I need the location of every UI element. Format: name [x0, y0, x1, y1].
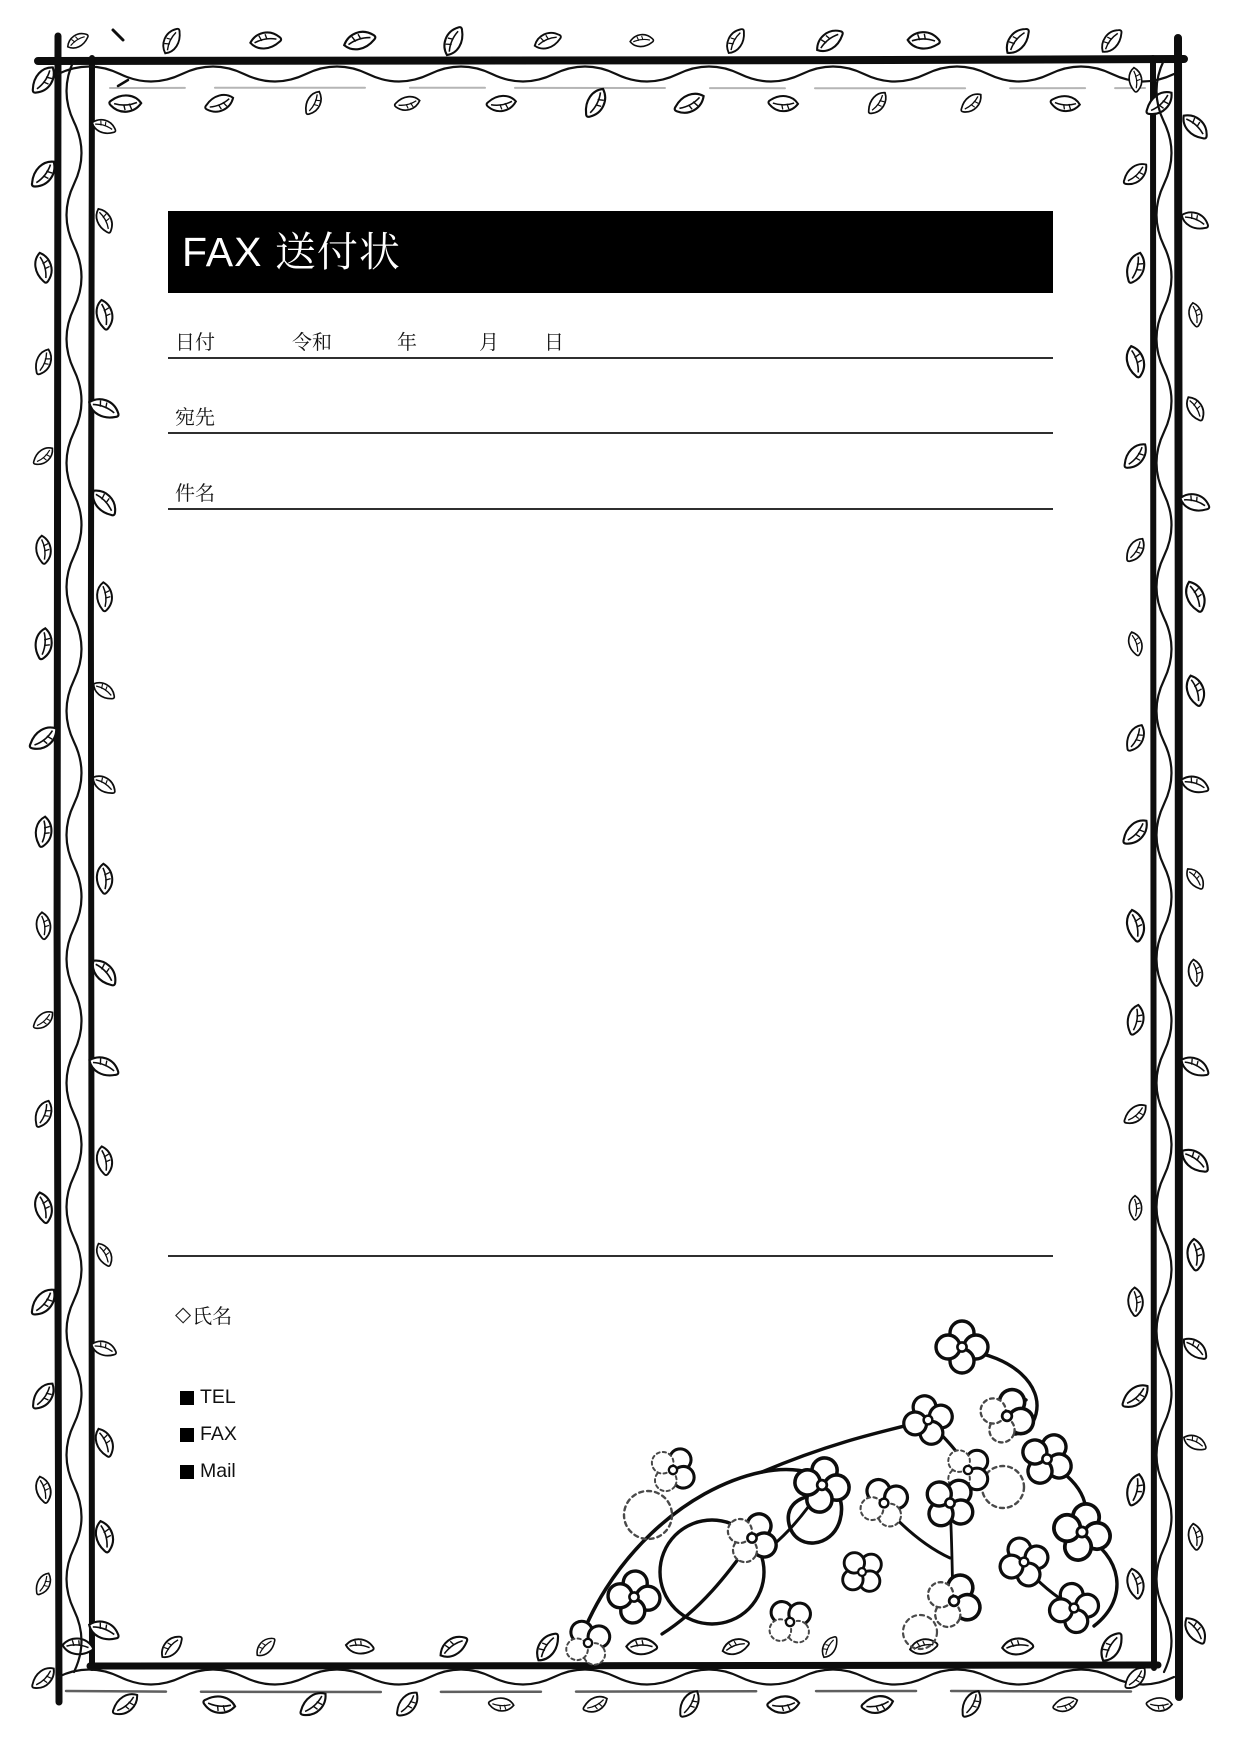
sender-name-label: 氏名 [192, 1305, 233, 1328]
date-field-row[interactable] [168, 322, 1053, 359]
subject-label: 件名 [175, 483, 215, 505]
month-unit-label: 月 [479, 332, 499, 354]
subject-field-row[interactable] [168, 473, 1053, 510]
mail-field-row[interactable] [168, 1453, 237, 1490]
recipient-field-row[interactable] [168, 397, 1053, 434]
square-bullet-icon [180, 1465, 194, 1479]
sender-name-field-row[interactable] [168, 1301, 232, 1327]
era-label: 令和 [292, 332, 332, 354]
day-unit-label: 日 [544, 332, 564, 354]
tel-label: TEL [200, 1386, 236, 1408]
title-bar [168, 211, 1053, 293]
square-bullet-icon [180, 1428, 194, 1442]
year-unit-label: 年 [397, 332, 417, 354]
recipient-label: 宛先 [175, 407, 215, 429]
footer-separator-line [168, 1255, 1053, 1257]
mail-label: Mail [200, 1460, 236, 1482]
square-bullet-icon [180, 1391, 194, 1405]
tel-field-row[interactable] [168, 1379, 237, 1416]
document-title: FAX 送付状 [182, 228, 401, 275]
sender-contact-list [168, 1379, 237, 1490]
fax-label: FAX [200, 1423, 237, 1445]
message-body-area[interactable] [168, 530, 1053, 1245]
fax-field-row[interactable] [168, 1416, 237, 1453]
date-label: 日付 [175, 332, 215, 354]
diamond-outline-icon: ◇ [175, 1302, 192, 1326]
